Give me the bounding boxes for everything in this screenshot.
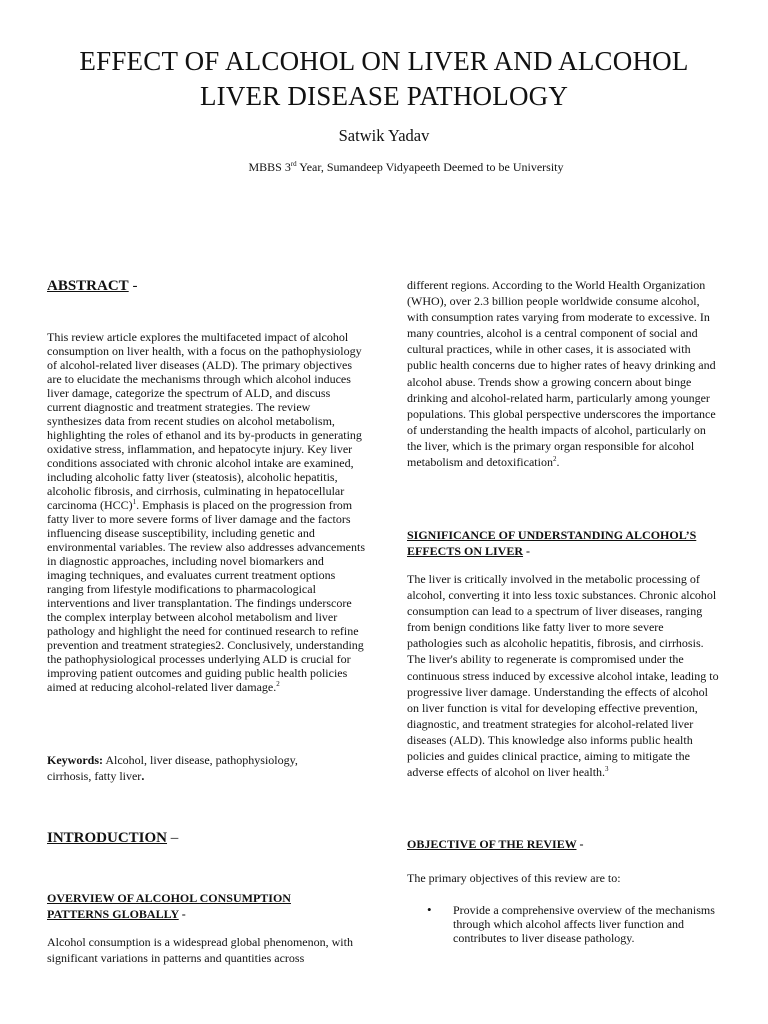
objective-intro	[407, 871, 725, 886]
introduction-heading-suffix: –	[167, 830, 179, 846]
author-affiliation	[0, 160, 768, 175]
keywords-label: Keywords:	[47, 753, 103, 767]
overview-text-start	[47, 934, 357, 966]
significance-heading: SIGNIFICANCE OF UNDERSTANDING ALCOHOL’S EFFECTS ON LIVER	[407, 528, 697, 559]
abstract-text-1: This review article explores the multifaceted impact of alcohol consumption on liver health, with a focus on the pathophysiology of alcohol-related liver diseases (ALD). The primary objectives are to elucidate the mechanisms through which alcohol induces liver damage, categorize the spectrum of ALD, and discuss current diagnostic and treatment strategies. The review synthesizes data from recent studies on alcohol metabolism, highlighting the roles of ethanol and its by-products in generating oxidative stress, inflammation, and hepatocyte injury. Key liver conditions associated with chronic alcohol intake are examined, including alcoholic fatty liver (steatosis), alcoholic hepatitis, alcoholic fibrosis, and cirrhosis, culminating in hepatocellular carcinoma (HCC)	[47, 330, 362, 512]
overview-paragraph-start: Alcohol consumption is a widespread global phenomenon, with significant variations in patterns and quantities across	[47, 935, 353, 966]
objective-heading-block	[407, 837, 725, 852]
keywords-block	[47, 752, 332, 784]
significance-body	[407, 571, 720, 780]
overview-heading: OVERVIEW OF ALCOHOL CONSUMPTION PATTERNS GLOBALLY	[47, 891, 291, 922]
overview-end: .	[556, 455, 560, 470]
overview-heading-suffix: -	[178, 907, 186, 922]
overview-text-continued	[407, 277, 719, 470]
objective-bullet-text: Provide a comprehensive overview of the mechanisms through which alcohol affects liver function and contributes to liver disease pathology.	[453, 903, 715, 945]
affiliation-post: Year, Sumandeep Vidyapeeth Deemed to be University	[296, 160, 564, 174]
affiliation-pre: MBBS 3	[248, 160, 291, 174]
abstract-text-2: . Emphasis is placed on the progression from fatty liver to more severe forms of liver damage and the factors influencing disease susceptibility, including genetic and environmental variables. The review also addresses advancements in diagnostic approaches, including novel biomarkers and imaging techniques, and evaluates current treatment options ranging from lifestyle modifications to pharmacological interventions and liver transplantation. The findings underscore the complex interplay between alcohol metabolism and liver pathology and highlight the need for continued research to refine prevention and treatment strategies2. Conclusively, understanding the pathophysiological processes underlying ALD is crucial for improving patient outcomes and guiding public health policies aimed at reducing alcohol-related liver damage.	[47, 498, 365, 694]
significance-heading-block	[407, 527, 725, 559]
significance-ref: 3	[605, 765, 609, 774]
author-name: Satwik Yadav	[338, 126, 430, 145]
overview-ref: 2	[552, 455, 557, 464]
keywords-list: Alcohol, liver disease, pathophysiology, cirrhosis, fatty liver	[47, 753, 298, 784]
abstract-ref-2: 2	[276, 680, 280, 688]
introduction-heading: INTRODUCTION	[47, 830, 168, 846]
significance-heading-suffix: -	[523, 544, 531, 559]
list-item	[407, 903, 725, 945]
abstract-heading-suffix: -	[128, 278, 138, 294]
objective-list	[407, 903, 725, 945]
overview-heading-block	[47, 890, 327, 922]
abstract-heading: ABSTRACT	[47, 278, 129, 294]
significance-paragraph: The liver is critically involved in the metabolic processing of alcohol, converting it into less toxic substances. Chronic alcohol consumption can lead to a spectrum of liver diseases, ranging from benign conditions like fatty liver to more severe pathologies such as alcoholic hepatitis, fibrosis, and cirrhosis. The liver's ability to regenerate is compromised under the continuous stress induced by excessive alcohol intake, leading to progressive liver damage. Understanding the effects of alcohol on liver function is vital for developing effective prevention, diagnostic, and treatment strategies for alcohol-related liver diseases (ALD). This knowledge also informs public health policies and guides clinical practice, aiming to mitigate the adverse effects of alcohol on liver health.	[407, 572, 719, 780]
bullet-icon: •	[427, 902, 432, 917]
objective-heading: OBJECTIVE OF THE REVIEW	[407, 837, 577, 851]
paper-title: EFFECT OF ALCOHOL ON LIVER AND ALCOHOL LIVER DISEASE PATHOLOGY	[79, 46, 689, 111]
overview-paragraph-cont: different regions. According to the World Health Organization (WHO), over 2.3 billion people worldwide consume alcohol, with consumption rates varying from moderate to excessive. In many countries, alcohol is a central component of social and cultural practices, while in other cases, it is associated with public health concerns due to higher rates of heavy drinking and alcohol abuse. Trends show a growing concern about binge drinking and alcohol-related harm, particularly among younger populations. This global perspective underscores the importance of understanding the health impacts of alcohol, particularly on the liver, which is the primary organ responsible for alcohol metabolism and detoxification	[407, 278, 716, 470]
abstract-body	[47, 330, 365, 694]
abstract-paragraph	[47, 330, 365, 694]
affiliation-sup: rd	[290, 160, 297, 168]
abstract-heading-block	[47, 278, 365, 295]
objective-heading-suffix: -	[576, 837, 584, 851]
introduction-heading-block	[47, 830, 365, 847]
objective-intro-text: The primary objectives of this review are to:	[407, 871, 621, 885]
abstract-ref-1: 1	[132, 498, 137, 506]
keywords-end: .	[141, 769, 145, 784]
